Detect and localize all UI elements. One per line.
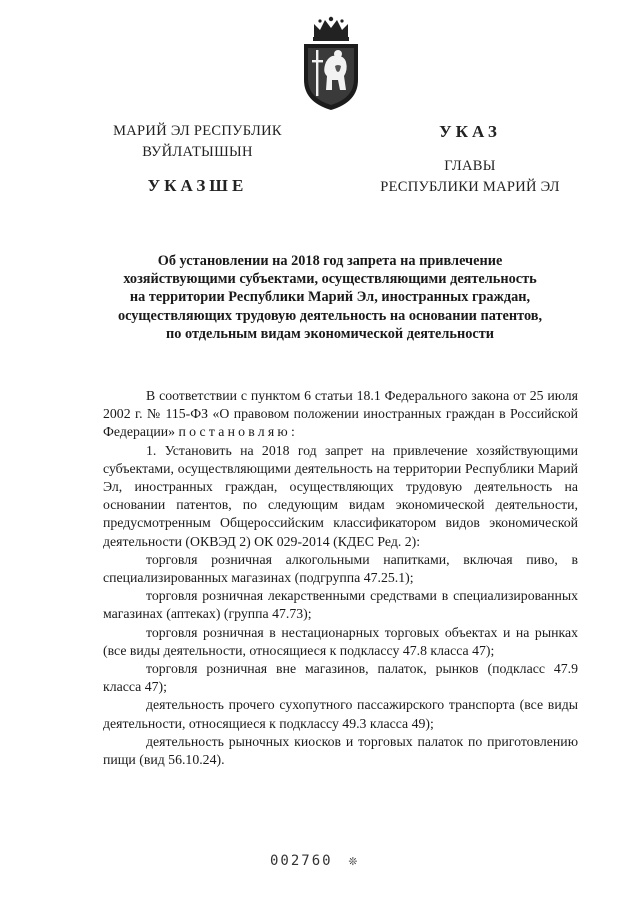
title-line: осуществляющих трудовую деятельность на основании патентов,: [117, 307, 543, 324]
footer-serial: [270, 853, 357, 869]
mari-el-coat-of-arms-icon: [300, 16, 362, 112]
header-right-title: УКАЗ: [439, 122, 501, 141]
header-left-block: [95, 121, 300, 196]
list-item: торговля розничная в нестационарных торговых объектах и на рынках (все виды деятельности, относящиеся к подклассу 47.8 класса 47);: [103, 624, 578, 658]
title-line: хозяйствующими субъектами, осуществляющими деятельность: [123, 271, 537, 288]
list-item: торговля розничная вне магазинов, палаток, рынков (подкласс 47.9 класса 47);: [103, 661, 578, 695]
header-right-block: [345, 121, 595, 198]
list-item: деятельность рыночных киосков и торговых палаток по приготовлению пищи (вид 56.10.24).: [103, 733, 578, 768]
decree-word: постановляю:: [178, 424, 298, 440]
serial-number: 002760: [270, 853, 333, 869]
document-title: [100, 252, 560, 343]
title-line: по отдельным видам экономической деятельности: [166, 325, 494, 342]
header-left-line1: МАРИЙ ЭЛ РЕСПУБЛИК: [113, 123, 282, 139]
header-left-line2: ВУЙЛАТЫШЫН: [142, 144, 253, 160]
list-item: торговля розничная алкогольными напитками, включая пиво, в специализированных магазинах (подгруппа 47.25.1);: [103, 551, 578, 586]
footer-mark-icon: ❊: [348, 853, 358, 869]
document-body: [103, 387, 578, 769]
list-item: торговля розничная лекарственными средствами в специализированных магазинах (аптеках) (группа 47.73);: [103, 588, 578, 622]
list-item: деятельность прочего сухопутного пассажирского транспорта (все виды деятельности, относящиеся к подклассу 49.3 класса 49);: [103, 697, 578, 731]
header-left-title: УКАЗШЕ: [147, 176, 248, 195]
preamble-paragraph: [103, 387, 578, 442]
title-line: на территории Республики Марий Эл, иностранных граждан,: [129, 289, 531, 306]
header-right-line1: ГЛАВЫ: [444, 158, 496, 174]
preamble-text: В соответствии с пунктом 6 статьи 18.1 Федерального закона от 25 июля 2002 г. № 115-ФЗ «О правовом положении иностранных граждан в Российской Федерации»: [103, 388, 578, 440]
title-line: Об установлении на 2018 год запрета на привлечение: [157, 253, 503, 269]
header-right-line2: РЕСПУБЛИКИ МАРИЙ ЭЛ: [380, 179, 560, 195]
point-1-paragraph: 1. Установить на 2018 год запрет на привлечение хозяйствующими субъектами, осуществляющими деятельность на территории Республики Марий Эл, иностранных граждан, осуществляющих трудовую деятельность на основании патентов, по следующим видам экономической деятельности, предусмотренным Общероссийским классификатором видов экономической деятельности (ОКВЭД 2) ОК 029-2014 (КДЕС Ред. 2):: [103, 442, 578, 549]
